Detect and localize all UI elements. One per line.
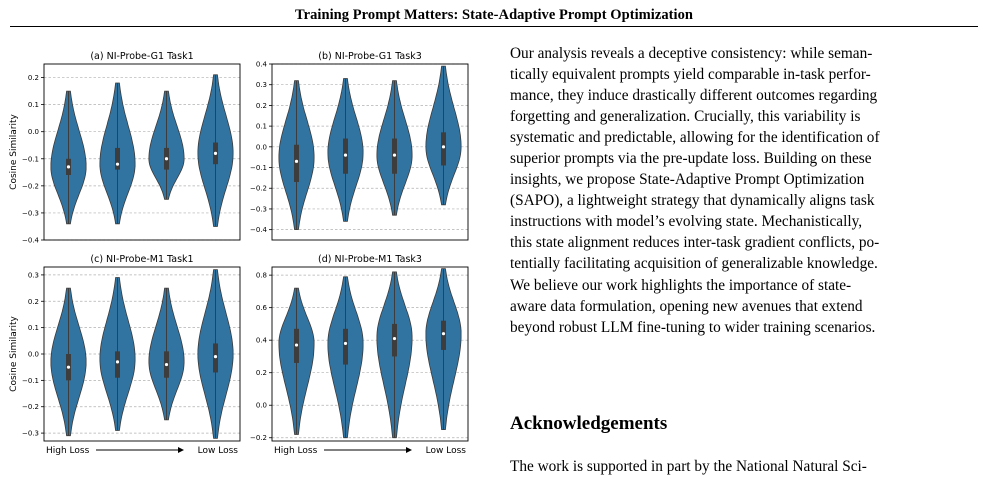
- y-tick-label: 0.0: [27, 128, 39, 137]
- violin-iqr: [441, 132, 446, 165]
- panel-title: (c) NI-Probe-M1 Task1: [90, 254, 194, 265]
- y-tick-label: 0.1: [27, 324, 39, 333]
- y-tick-label: 0.1: [255, 122, 267, 131]
- y-tick-label: −0.1: [22, 155, 39, 164]
- violin-iqr: [343, 329, 348, 365]
- y-tick-label: 0.2: [255, 369, 267, 378]
- body-line: Our analysis reveals a deceptive consistency: while seman-: [510, 45, 873, 62]
- y-tick-label: −0.3: [22, 209, 39, 218]
- y-tick-label: −0.4: [250, 226, 267, 235]
- violin-panel: [9, 51, 240, 245]
- violin-panel: [250, 51, 468, 240]
- y-tick-label: 0.3: [27, 271, 39, 280]
- body-line: tically equivalent prompts yield comparable in-task perfor-: [510, 66, 871, 84]
- y-tick-label: 0.2: [255, 101, 267, 110]
- y-tick-label: −0.3: [22, 429, 39, 438]
- body-paragraph: [510, 43, 978, 338]
- violin-median: [214, 152, 217, 155]
- violin-median: [344, 342, 347, 345]
- y-tick-label: 0.4: [255, 60, 267, 69]
- violin-median: [116, 360, 119, 363]
- x-label-low-loss: Low Loss: [425, 446, 466, 456]
- violin-median: [442, 332, 445, 335]
- panel-title: (d) NI-Probe-M1 Task3: [318, 254, 422, 265]
- violin-median: [393, 154, 396, 157]
- body-line: mance, they induce drastically different outcomes regarding: [510, 87, 878, 105]
- violin-panel: [9, 254, 240, 456]
- loss-arrow-head: [178, 447, 184, 453]
- y-tick-label: 0.0: [27, 350, 39, 359]
- y-tick-label: −0.1: [22, 376, 39, 385]
- violin-figure-svg: [0, 33, 500, 469]
- y-axis-label: Cosine Similarity: [9, 114, 19, 190]
- x-label-high-loss: High Loss: [46, 446, 90, 456]
- violin-panel: [250, 254, 468, 456]
- violin-iqr: [115, 351, 120, 377]
- violin-median: [393, 337, 396, 340]
- y-tick-label: 0.6: [255, 304, 267, 313]
- acknowledgements-heading: Acknowledgements: [510, 413, 668, 434]
- violin-median: [116, 163, 119, 166]
- header-rule: [10, 26, 978, 27]
- body-line: instructions with model’s evolving state. Mechanistically,: [510, 213, 863, 231]
- y-tick-label: −0.2: [250, 184, 267, 193]
- panel-title: (b) NI-Probe-G1 Task3: [318, 51, 422, 62]
- violin-median: [295, 343, 298, 346]
- y-tick-label: 0.3: [255, 81, 267, 90]
- y-tick-label: 0.8: [255, 271, 267, 280]
- violin-median: [442, 145, 445, 148]
- y-tick-label: 0.4: [255, 336, 267, 345]
- body-line: systematic and predictable, allowing for the identification of: [510, 129, 880, 147]
- y-tick-label: 0.1: [27, 101, 39, 110]
- violin-iqr: [294, 145, 299, 182]
- page-header: [0, 0, 988, 30]
- y-tick-label: 0.0: [255, 401, 267, 410]
- body-line: (SAPO), a lightweight strategy that dynamically aligns task: [510, 192, 875, 210]
- body-line: forgetting and generalization. Crucially, this variability is: [510, 108, 861, 126]
- y-tick-label: 0.2: [27, 297, 39, 306]
- body-line: aware data formulation, opening new avenues that extend: [510, 297, 863, 315]
- body-line: superior prompts via the pre-update loss. Building on these: [510, 150, 872, 168]
- body-line: We believe our work highlights the importance of state-: [510, 276, 852, 294]
- body-line: tentially facilitating acquisition of generalizable knowledge.: [510, 255, 878, 273]
- violin-iqr: [441, 321, 446, 350]
- violin-figure: [0, 33, 500, 474]
- panel-title: (a) NI-Probe-G1 Task1: [90, 51, 194, 62]
- violin-median: [165, 363, 168, 366]
- y-tick-label: 0.2: [27, 74, 39, 83]
- violin-median: [165, 157, 168, 160]
- violin-median: [67, 165, 70, 168]
- violin-median: [67, 366, 70, 369]
- violin-median: [344, 154, 347, 157]
- violin-median: [214, 355, 217, 358]
- y-tick-label: −0.2: [22, 182, 39, 191]
- y-tick-label: −0.4: [22, 236, 39, 245]
- violin-iqr: [392, 324, 397, 357]
- body-column: [510, 43, 978, 338]
- violin-iqr: [115, 148, 120, 170]
- body-line: insights, we propose State-Adaptive Prompt Optimization: [510, 171, 865, 189]
- y-tick-label: −0.2: [22, 403, 39, 412]
- loss-arrow-head: [406, 447, 412, 453]
- x-label-low-loss: Low Loss: [197, 446, 238, 456]
- y-tick-label: 0.0: [255, 143, 267, 152]
- running-title: Training Prompt Matters: State-Adaptive Prompt Optimization: [294, 7, 694, 23]
- y-tick-label: −0.2: [250, 434, 267, 443]
- body-line: beyond robust LLM fine-tuning to wider training scenarios.: [510, 318, 876, 336]
- y-tick-label: −0.3: [250, 205, 267, 214]
- violin-median: [295, 160, 298, 163]
- y-axis-label: Cosine Similarity: [9, 316, 19, 392]
- acknowledgements-text: The work is supported in part by the National Natural Sci-: [510, 458, 867, 475]
- x-label-high-loss: High Loss: [274, 446, 318, 456]
- y-tick-label: −0.1: [250, 164, 267, 173]
- body-line: this state alignment reduces inter-task gradient conflicts, po-: [510, 234, 880, 252]
